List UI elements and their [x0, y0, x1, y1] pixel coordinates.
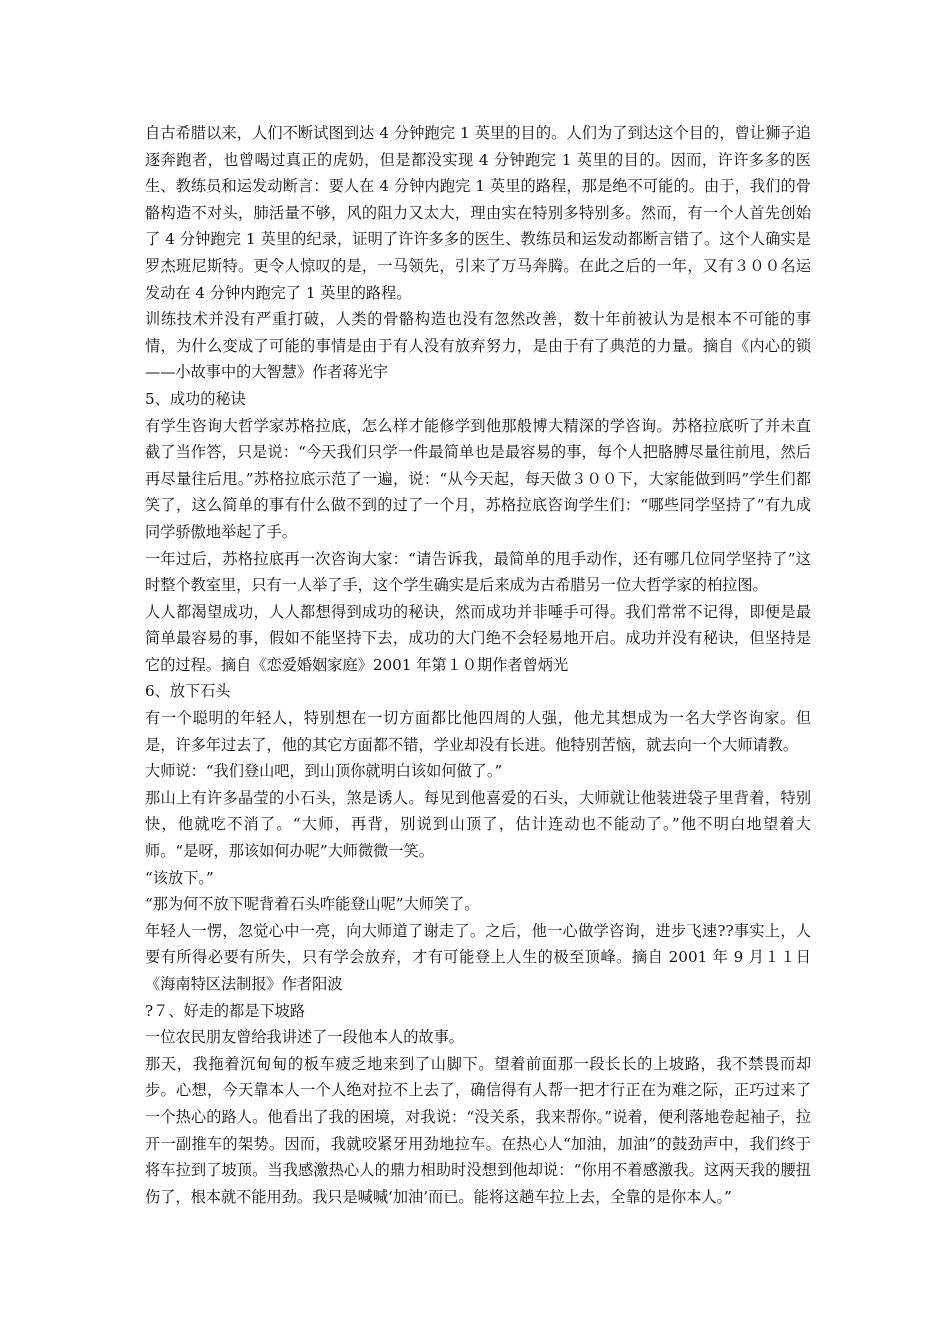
paragraph-four-minute-mile-intro: 自古希腊以来，人们不断试图到达 4 分钟跑完 1 英里的目的。人们为了到达这个目的，曾让狮子追逐奔跑者，也曾喝过真正的虎奶，但是都没实现 4 分钟跑完 1 英里的目的。因而，许许多多的医生、教练员和运发动断言：要人在 4 分钟内跑完 1 英里的路程，那是绝不可能的。由于，我们的骨骼构造不对头，肺活量不够，风的阻力又太大，理由实在特别多特别多。然而，有一个人首先创始了 4 分钟跑完 1 英里的纪录，证明了许许多多的医生、教练员和运发动都断言错了。这个人确实是罗杰班尼斯特。更令人惊叹的是，一马领先，引来了万马奔腾。在此之后的一年，又有３００名运发动在 4 分钟内跑完了 1 英里的路程。: [145, 124, 811, 302]
paragraph-stones-6: 年轻人一愣，忽觉心中一亮，向大师道了谢走了。之后，他一心做学咨询，进步飞速??事实上，人要有所得必要有所失，只有学会放弃，才有可能登上人生的极至顶峰。摘自 2001 年 9 月１１日《海南特区法制报》作者阳波: [145, 921, 811, 993]
paragraph-stones-5: “那为何不放下呢背着石头咋能登山呢”大师笑了。: [145, 895, 480, 914]
paragraph-downhill-1: 一位农民朋友曾给我讲述了一段他本人的故事。: [145, 1028, 464, 1047]
paragraph-socrates-2: 一年过后，苏格拉底再一次咨询大家：“请告诉我，最简单的甩手动作，还有哪几位同学坚持了”这时整个教室里，只有一人举了手，这个学生确实是后来成为古希腊另一位大哲学家的柏拉图。: [145, 549, 811, 595]
section-heading-7: ?７、好走的都是下坡路: [145, 1001, 306, 1020]
paragraph-stones-1: 有一个聪明的年轻人，特别想在一切方面都比他四周的人强，他尤其想成为一名大学咨询家。但是，许多年过去了，他的其它方面都不错，学业却没有长进。他特别苦恼，就去向一个大师请教。: [145, 709, 811, 754]
paragraph-socrates-3: 人人都渴望成功，人人都想得到成功的秘诀，然而成功并非唾手可得。我们常常不记得，即便是最简单最容易的事，假如不能坚持下去，成功的大门绝不会轻易地开启。成功并没有秘诀，但坚持是它的过程。摘自《恋爱婚姻家庭》2001 年第１０期作者曾炳光: [145, 602, 811, 674]
paragraph-stones-2: 大师说：“我们登山吧，到山顶你就明白该如何做了。”: [145, 762, 503, 781]
section-heading-5: 5、成功的秘诀: [145, 389, 246, 408]
paragraph-socrates-1: 有学生咨询大哲学家苏格拉底，怎么样才能修学到他那般博大精深的学咨询。苏格拉底听了并未直截了当作答，只是说：“今天我们只学一件最简单也是最容易的事，每个人把胳膊尽量往前甩，然后再尽量往后甩。”苏格拉底示范了一遍，说：“从今天起，每天做３００下，大家能做到吗”学生们都笑了，这么简单的事有什么做不到的过了一个月，苏格拉底咨询学生们：“哪些同学坚持了”有九成同学骄傲地举起了手。: [145, 416, 811, 541]
paragraph-stones-4: “该放下。”: [145, 868, 214, 887]
paragraph-four-minute-mile-conclusion: 训练技术并没有严重打破，人类的骨骼构造也没有忽然改善，数十年前被认为是根本不可能的事情，为什么变成了可能的事情是由于有人没有放弃努力，是由于有了典范的力量。摘自《内心的锁——小故事中的大智慧》作者蒋光宇: [145, 310, 811, 382]
section-heading-6: 6、放下石头: [145, 682, 231, 701]
document-page: [145, 120, 811, 1210]
paragraph-downhill-2: 那天，我拖着沉甸甸的板车疲乏地来到了山脚下。望着前面那一段长长的上坡路，我不禁畏而却步。心想，今天靠本人一个人绝对拉不上去了，确信得有人帮一把才行正在为难之际，正巧过来了一个热心的路人。他看出了我的困境，对我说：“没关系，我来帮你。”说着，便利落地卷起袖子，拉开一副推车的架势。因而，我就咬紧牙用劲地拉车。在热心人“加油，加油”的鼓劲声中，我们终于将车拉到了坡顶。当我感激热心人的鼎力相助时没想到他却说：“你用不着感激我。这两天我的腰扭伤了，根本就不能用劲。我只是喊喊‘加油’而已。能将这趟车拉上去，全靠的是你本人。”: [145, 1054, 811, 1206]
paragraph-stones-3: 那山上有许多晶莹的小石头，煞是诱人。每见到他喜爱的石头，大师就让他装进袋子里背着，特别快，他就吃不消了。“大师，再背，别说到山顶了，估计连动也不能动了。”他不明白地望着大师。“是呀，那该如何办呢”大师微微一笑。: [145, 788, 811, 861]
